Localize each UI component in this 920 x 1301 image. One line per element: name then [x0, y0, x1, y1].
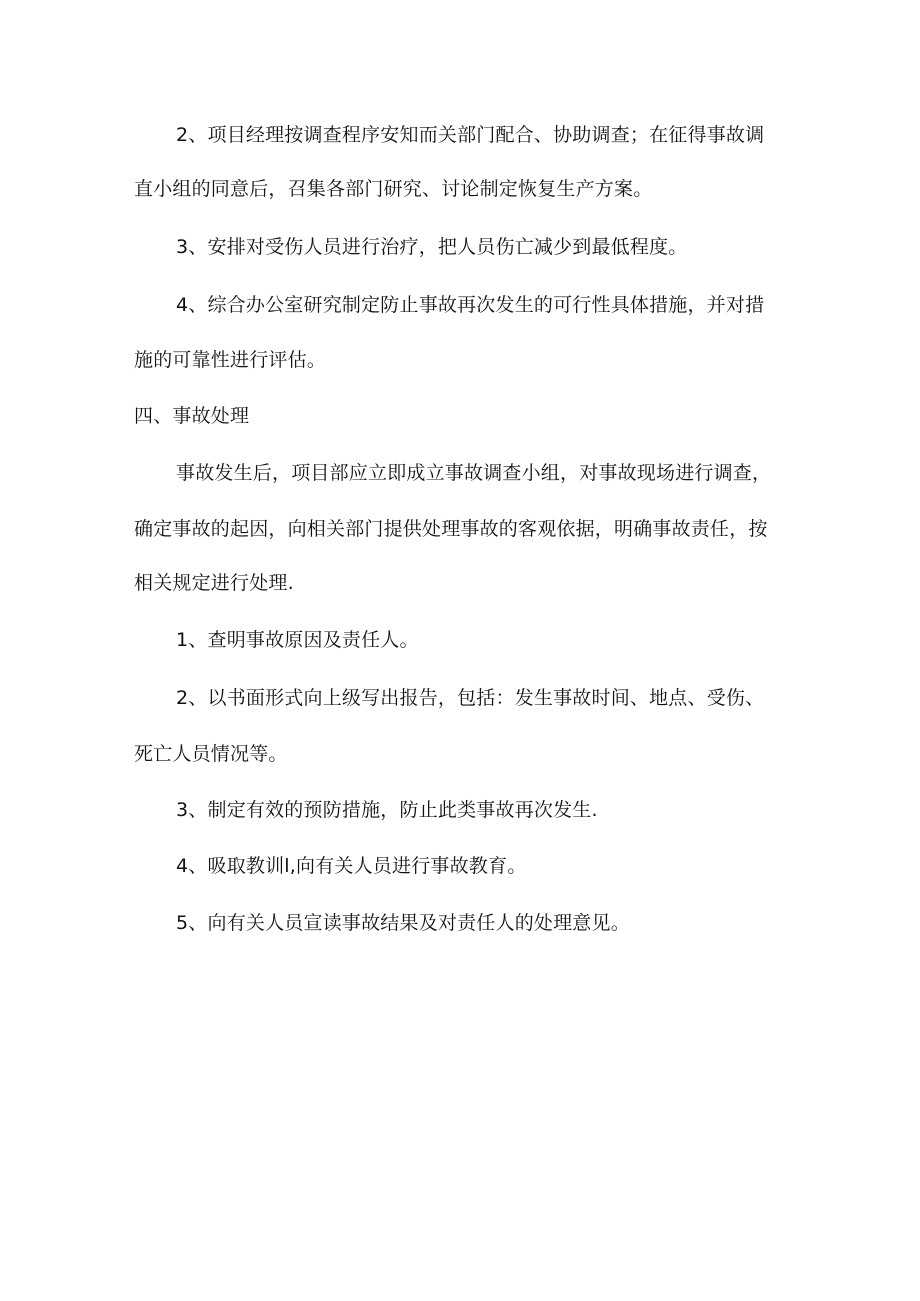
- section-heading: 四、事故处理: [134, 405, 250, 427]
- list-item: 3、制定有效的预防措施，防止此类事故再次发生.: [176, 799, 598, 821]
- paragraph-line: 直小组的同意后，召集各部门研究、讨论制定恢复生产方案。: [134, 178, 653, 200]
- paragraph-line: 3、安排对受伤人员进行治疗，把人员伤亡减少到最低程度。: [176, 236, 688, 258]
- list-item-continuation: 死亡人员情况等。: [134, 743, 288, 765]
- paragraph-line: 确定事故的起因，向相关部门提供处理事故的客观依据，明确事故责任，按: [134, 518, 768, 540]
- paragraph-line: 4、综合办公室研究制定防止事故再次发生的可行性具体措施，并对措: [176, 294, 765, 316]
- paragraph-line: 相关规定进行处理.: [134, 572, 294, 594]
- paragraph-line: 事故发生后，项目部应立即成立事故调查小组，对事故现场进行调查，: [176, 462, 772, 484]
- list-item: 4、吸取教训l,向有关人员进行事故教育。: [176, 855, 527, 877]
- list-item: 1、查明事故原因及责任人。: [176, 629, 419, 651]
- paragraph-line: 施的可靠性进行评估。: [134, 349, 327, 371]
- paragraph-line: 2、项目经理按调查程序安知而关部门配合、协助调查；在征得事故调: [176, 124, 765, 146]
- list-item: 2、以书面形式向上级写出报告，包括：发生事故时间、地点、受伤、: [176, 687, 765, 709]
- list-item: 5、向有关人员宣读事故结果及对责任人的处理意见。: [176, 912, 630, 934]
